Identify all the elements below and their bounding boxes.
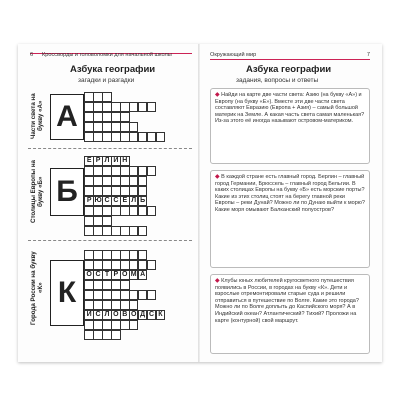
task-block — [210, 170, 370, 268]
left-page-title: Азбука географии — [70, 64, 156, 75]
right-page — [200, 44, 382, 362]
section-k-label: Города России на букву «К» — [30, 251, 44, 325]
big-letter-b: Б — [50, 168, 84, 216]
crossword-row — [85, 132, 165, 142]
crossword-row — [85, 280, 130, 290]
section-b-label: Столицы Европы на букву «Б» — [30, 160, 44, 224]
crossword-row — [85, 206, 156, 216]
crossword-row — [85, 250, 147, 260]
crossword-row — [85, 166, 156, 176]
left-running-title: Кроссворды и головоломки для начальной школы — [42, 52, 172, 58]
big-letter-k: К — [50, 260, 84, 326]
right-page-title: Азбука географии — [246, 64, 332, 75]
left-page — [18, 44, 200, 362]
task-text: В каждой стране есть главный город. Берлин – главный город Германии, Брюссель – главный город Бельгии. В каких столицах Европы на букву «Б» есть морские порты? Какие из этих столиц стоят на берегу главной реки Европы – реки Дунай? Можно ли по Дунаю выйти к морю? Какие моря омывают Балканский полуостров? — [215, 174, 365, 213]
task-block — [210, 274, 370, 354]
section-divider — [28, 240, 192, 241]
task-text: Клубы юных любителей кругосветного путешествия появились в России, в городах на букву «К». Дети и взрослые отремонтировали старые суда и решили отправиться в путешествие по Волге. Какие это города? Можно ли по Волге доплыть до Каспийского моря? А в Индийский океан? Атлантический? Тихий? Проложи на карте (контурной) свой маршрут. — [215, 278, 359, 324]
left-running-header — [30, 52, 192, 58]
crossword-row: О С Т Р О М А — [85, 270, 147, 280]
task-text: Найди на карте две части света: Азию (на букву «А») и Европу (на букву «Е»). Вместе эти две части света составляют Евразию (Европа + Азия) – самый большой материк на Земле. А какая часть света самая маленькая? Из-за этого её иногда называют островом-материком. — [215, 92, 365, 125]
right-running-header — [210, 52, 370, 60]
crossword-row — [85, 226, 147, 236]
diamond-icon: ◆ — [215, 174, 220, 180]
right-page-number: 7 — [366, 52, 370, 58]
section-divider — [28, 148, 192, 149]
crossword-row — [85, 320, 138, 330]
crossword-row — [85, 300, 138, 310]
crossword-row — [85, 92, 112, 102]
diamond-icon: ◆ — [215, 92, 220, 98]
right-page-subtitle: задания, вопросы и ответы — [236, 77, 319, 84]
crossword-row — [85, 260, 156, 270]
crossword-row — [85, 186, 147, 196]
left-page-number: 6 — [30, 52, 34, 58]
crossword-row — [85, 122, 138, 132]
big-letter-a: А — [50, 94, 84, 140]
crossword-row — [85, 216, 112, 226]
crossword-row — [85, 102, 156, 112]
task-block — [210, 88, 370, 164]
left-page-subtitle: загадки и разгадки — [78, 77, 135, 84]
crossword-row — [85, 112, 130, 122]
crossword-row — [85, 176, 147, 186]
crossword-row — [85, 290, 156, 300]
right-running-title: Окружающий мир — [210, 52, 257, 58]
book-spread — [18, 44, 382, 362]
section-a-label: Части света на букву «А» — [30, 93, 44, 139]
crossword-row: Е Р Л И Н — [85, 156, 130, 166]
crossword-row — [85, 330, 121, 340]
diamond-icon: ◆ — [215, 278, 220, 284]
crossword-row: Р Ю С С Е Л Ь — [85, 196, 147, 206]
crossword-row: И С Л О В О Д С К — [85, 310, 165, 320]
